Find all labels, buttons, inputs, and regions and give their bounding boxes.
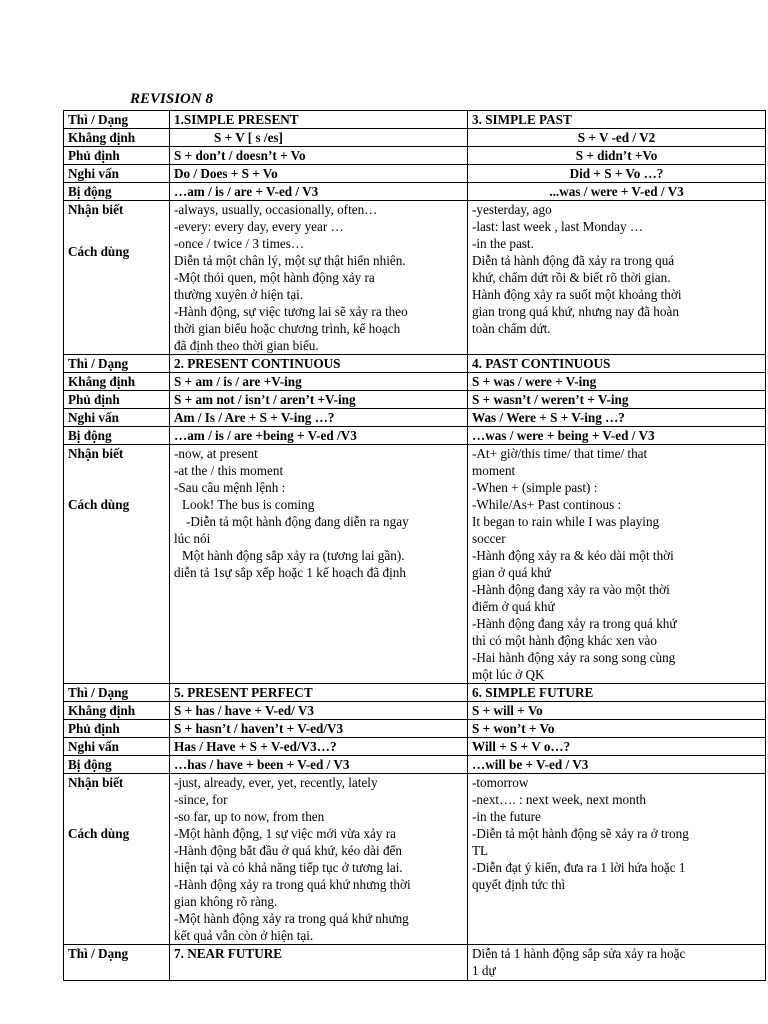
question-row-1 (64, 165, 766, 183)
label-tense-form: Thì / Dạng (64, 945, 170, 981)
label-signs-usage (64, 201, 170, 355)
tense-name-simple-future: 6. SIMPLE FUTURE (468, 684, 766, 702)
label-signs: Nhận biết (68, 202, 124, 217)
formula-affirmative: S + am / is / are +V-ing (170, 373, 468, 391)
tense-name-near-future: 7. NEAR FUTURE (170, 945, 468, 981)
text-line: toàn chấm dứt. (472, 321, 551, 336)
text-line: -last: last week , last Monday … (472, 219, 644, 234)
text-line: -Một hành động xảy ra trong quá khứ nhưng (174, 911, 409, 926)
usage-row-3 (64, 774, 766, 945)
text-line: -Một thói quen, một hành động xảy ra (174, 270, 375, 285)
text-line: -Hành động đang xảy ra trong quá khứ (472, 616, 677, 631)
text-line: soccer (472, 531, 506, 546)
formula-affirmative (170, 129, 468, 147)
formula-passive: …am / is / are +being + V-ed /V3 (170, 427, 468, 445)
passive-row-2 (64, 427, 766, 445)
text-line: -now, at present (174, 446, 258, 461)
label-affirmative: Khẳng định (64, 702, 170, 720)
usage-text-simple-past (468, 201, 766, 355)
formula-negative: S + wasn’t / weren’t + V-ing (468, 391, 766, 409)
usage-row-2 (64, 445, 766, 684)
label-usage: Cách dùng (68, 244, 130, 259)
text-line: -so far, up to now, from then (174, 809, 325, 824)
label-negative: Phủ định (64, 147, 170, 165)
tense-table (63, 110, 766, 981)
label-passive: Bị động (64, 756, 170, 774)
text-line: thì có một hành động khác xen vào (472, 633, 657, 648)
label-usage: Cách dùng (68, 826, 130, 841)
negative-row-2 (64, 391, 766, 409)
usage-row-1 (64, 201, 766, 355)
text-line: -Hành động đang xảy ra vào một thời (472, 582, 670, 597)
text-line: gian trong quá khứ, nhưng nay đã hoàn (472, 304, 679, 319)
text-line: -every: every day, every year … (174, 219, 344, 234)
text-line: điểm ở quá khứ (472, 599, 555, 614)
text-line: đã định theo thời gian biểu. (174, 338, 319, 353)
header-row-4 (64, 945, 766, 981)
label-affirmative: Khẳng định (64, 129, 170, 147)
text-line: -Sau câu mệnh lệnh : (174, 480, 286, 495)
formula-text: S + V [ s /es] (214, 130, 283, 145)
formula-negative: S + don’t / doesn’t + Vo (170, 147, 468, 165)
text-line: một lúc ở QK (472, 667, 545, 682)
label-signs-usage (64, 774, 170, 945)
affirmative-row-3 (64, 702, 766, 720)
text-line: kết quả vẫn còn ở hiện tại. (174, 928, 314, 943)
tense-name-past-continuous: 4. PAST CONTINUOUS (468, 355, 766, 373)
text-line: -Hành động, sự việc tương lai sẽ xảy ra theo (174, 304, 408, 319)
label-tense-form: Thì / Dạng (64, 684, 170, 702)
formula-question: Has / Have + S + V-ed/V3…? (170, 738, 468, 756)
text-line: diễn tả 1sự sắp xếp hoặc 1 kế hoạch đã định (174, 565, 406, 580)
text-line: khứ, chấm dứt rồi & biết rõ thời gian. (472, 270, 671, 285)
label-passive: Bị động (64, 427, 170, 445)
formula-question: Am / Is / Are + S + V-ing …? (170, 409, 468, 427)
formula-passive: …was / were + being + V-ed / V3 (468, 427, 766, 445)
text-line: moment (472, 463, 516, 478)
formula-affirmative: S + V -ed / V2 (468, 129, 766, 147)
text-line: lúc nói (174, 531, 211, 546)
affirmative-row-2 (64, 373, 766, 391)
text-line: -always, usually, occasionally, often… (174, 202, 378, 217)
label-question: Nghi vấn (64, 738, 170, 756)
tense-name-simple-past: 3. SIMPLE PAST (468, 111, 766, 129)
formula-affirmative: S + will + Vo (468, 702, 766, 720)
text-line: 1 dự (472, 963, 496, 978)
formula-question: Did + S + Vo …? (468, 165, 766, 183)
text-line: -Diễn tả một hành động đang diễn ra ngay (186, 514, 409, 529)
text-line: gian không rõ ràng. (174, 894, 278, 909)
text-line: -While/As+ Past continous : (472, 497, 622, 512)
text-line: Diễn tả 1 hành động sắp sửa xảy ra hoặc (472, 946, 686, 961)
label-usage: Cách dùng (68, 497, 130, 512)
label-tense-form: Thì / Dạng (64, 111, 170, 129)
formula-affirmative: S + was / were + V-ing (468, 373, 766, 391)
text-line: -Diễn tả một hành động sẽ xảy ra ở trong (472, 826, 689, 841)
tense-name-present-perfect: 5. PRESENT PERFECT (170, 684, 468, 702)
text-line: Hành động xảy ra suốt một khoảng thời (472, 287, 682, 302)
text-line: -At+ giờ/this time/ that time/ that (472, 446, 648, 461)
label-negative: Phủ định (64, 720, 170, 738)
label-tense-form: Thì / Dạng (64, 355, 170, 373)
formula-question: Was / Were + S + V-ing …? (468, 409, 766, 427)
passive-row-1 (64, 183, 766, 201)
label-passive: Bị động (64, 183, 170, 201)
text-line: -Hành động xảy ra & kéo dài một thời (472, 548, 674, 563)
formula-passive: …am / is / are + V-ed / V3 (170, 183, 468, 201)
text-line: thường xuyên ở hiện tại. (174, 287, 304, 302)
label-signs: Nhận biết (68, 446, 124, 461)
text-line: -just, already, ever, yet, recently, lately (174, 775, 378, 790)
text-line: quyết định tức thì (472, 877, 566, 892)
tense-name-present-continuous: 2. PRESENT CONTINUOUS (170, 355, 468, 373)
formula-negative: S + didn’t +Vo (468, 147, 766, 165)
text-line: -Hành động xảy ra trong quá khứ nhưng thời (174, 877, 411, 892)
text-line: -once / twice / 3 times… (174, 236, 305, 251)
text-line: -Hai hành động xảy ra song song cùng (472, 650, 676, 665)
header-row-3 (64, 684, 766, 702)
label-signs: Nhận biết (68, 775, 124, 790)
formula-question: Do / Does + S + Vo (170, 165, 468, 183)
formula-passive: …has / have + been + V-ed / V3 (170, 756, 468, 774)
page-title: REVISION 8 (130, 91, 213, 107)
formula-affirmative: S + has / have + V-ed/ V3 (170, 702, 468, 720)
formula-negative: S + won’t + Vo (468, 720, 766, 738)
passive-row-3 (64, 756, 766, 774)
text-line: Diễn tả hành động đã xảy ra trong quá (472, 253, 675, 268)
usage-text-present-continuous (170, 445, 468, 684)
text-line: -When + (simple past) : (472, 480, 598, 495)
question-row-3 (64, 738, 766, 756)
text-line: Look! The bus is coming (182, 497, 315, 512)
formula-question: Will + S + V o…? (468, 738, 766, 756)
text-line: -Diễn đạt ý kiến, đưa ra 1 lời hứa hoặc 1 (472, 860, 686, 875)
text-line: -since, for (174, 792, 228, 807)
header-row-2 (64, 355, 766, 373)
formula-passive: ...was / were + V-ed / V3 (468, 183, 766, 201)
formula-negative: S + hasn’t / haven’t + V-ed/V3 (170, 720, 468, 738)
text-line: -tomorrow (472, 775, 529, 790)
text-line: -yesterday, ago (472, 202, 552, 217)
text-line: TL (472, 843, 489, 858)
text-line: -Hành động bắt đầu ở quá khứ, kéo dài đến (174, 843, 402, 858)
text-line: gian ở quá khứ (472, 565, 551, 580)
tense-name-simple-present: 1.SIMPLE PRESENT (170, 111, 468, 129)
usage-text-simple-present (170, 201, 468, 355)
label-question: Nghi vấn (64, 165, 170, 183)
text-line: -in the past. (472, 236, 534, 251)
negative-row-3 (64, 720, 766, 738)
text-line: -at the / this moment (174, 463, 284, 478)
header-row-1 (64, 111, 766, 129)
formula-negative: S + am not / isn’t / aren’t +V-ing (170, 391, 468, 409)
label-question: Nghi vấn (64, 409, 170, 427)
text-line: hiện tại và có khả năng tiếp tục ở tương lai. (174, 860, 403, 875)
text-line: Một hành động sắp xảy ra (tương lai gần). (182, 548, 405, 563)
formula-passive: …will be + V-ed / V3 (468, 756, 766, 774)
text-line: -Một hành động, 1 sự việc mới vừa xảy ra (174, 826, 396, 841)
negative-row-1 (64, 147, 766, 165)
usage-text-simple-future (468, 774, 766, 945)
usage-text-near-future (468, 945, 766, 981)
question-row-2 (64, 409, 766, 427)
text-line: thời gian biểu hoặc chương trình, kế hoạch (174, 321, 401, 336)
label-affirmative: Khẳng định (64, 373, 170, 391)
affirmative-row-1 (64, 129, 766, 147)
usage-text-present-perfect (170, 774, 468, 945)
label-signs-usage (64, 445, 170, 684)
text-line: Diễn tả một chân lý, một sự thật hiển nhiên. (174, 253, 406, 268)
usage-text-past-continuous (468, 445, 766, 684)
label-negative: Phủ định (64, 391, 170, 409)
text-line: -next…. : next week, next month (472, 792, 646, 807)
text-line: It began to rain while I was playing (472, 514, 660, 529)
text-line: -in the future (472, 809, 541, 824)
